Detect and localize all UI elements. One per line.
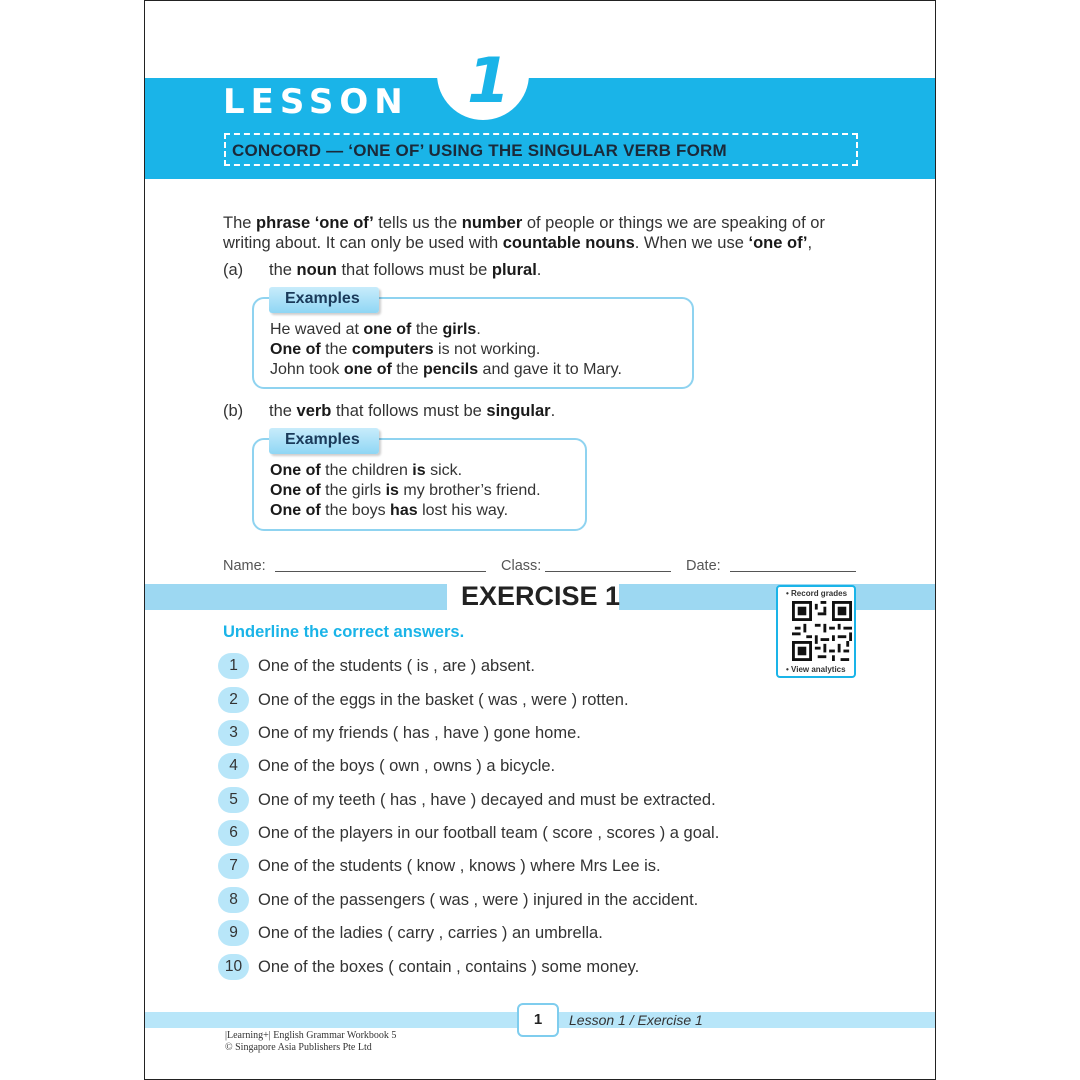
qr-code-icon[interactable] bbox=[792, 601, 852, 661]
example-line: John took one of the pencils and gave it to Mary. bbox=[270, 361, 622, 378]
qr-view-analytics: • View analytics bbox=[786, 665, 846, 674]
question-number: 4 bbox=[218, 753, 249, 779]
lesson-banner bbox=[145, 44, 935, 179]
intro-line-1: The phrase ‘one of’ tells us the number of people or things we are speaking of or bbox=[223, 214, 825, 232]
question-text[interactable]: One of the passengers ( was , were ) injured in the accident. bbox=[258, 891, 699, 909]
example-line: One of the computers is not working. bbox=[270, 341, 541, 358]
question-text[interactable]: One of my teeth ( has , have ) decayed and must be extracted. bbox=[258, 791, 716, 809]
date-label: Date: bbox=[686, 558, 721, 574]
example-line: One of the girls is my brother’s friend. bbox=[270, 482, 541, 499]
question-text[interactable]: One of the players in our football team ( score , scores ) a goal. bbox=[258, 824, 720, 842]
question-text[interactable]: One of the boys ( own , owns ) a bicycle. bbox=[258, 757, 556, 775]
lesson-title: LESSON bbox=[223, 82, 409, 122]
name-label: Name: bbox=[223, 558, 266, 574]
topic-title: CONCORD — ‘ONE OF’ USING THE SINGULAR VERB FORM bbox=[232, 141, 727, 160]
question-number: 2 bbox=[218, 687, 249, 713]
exercise-instruction: Underline the correct answers. bbox=[223, 623, 465, 641]
examples-tab-b: Examples bbox=[269, 428, 379, 454]
question-text[interactable]: One of the eggs in the basket ( was , were ) rotten. bbox=[258, 691, 629, 709]
question-text[interactable]: One of the ladies ( carry , carries ) an umbrella. bbox=[258, 924, 603, 942]
question-number: 9 bbox=[218, 920, 249, 946]
footer-lesson-ref: Lesson 1 / Exercise 1 bbox=[569, 1012, 703, 1028]
class-field[interactable] bbox=[545, 571, 671, 572]
question-text[interactable]: One of the students ( know , knows ) where Mrs Lee is. bbox=[258, 857, 661, 875]
question-number: 6 bbox=[218, 820, 249, 846]
rule-b-text: the verb that follows must be singular. bbox=[269, 402, 556, 420]
question-number: 3 bbox=[218, 720, 249, 746]
page-number: 1 bbox=[517, 1003, 559, 1037]
example-line: One of the boys has lost his way. bbox=[270, 502, 509, 519]
topic-box bbox=[224, 133, 858, 166]
question-text[interactable]: One of the boxes ( contain , contains ) some money. bbox=[258, 958, 640, 976]
lesson-number: 1 bbox=[467, 44, 511, 117]
date-field[interactable] bbox=[730, 571, 856, 572]
exercise-title: EXERCISE 1 bbox=[461, 581, 621, 611]
rule-a-label: (a) bbox=[223, 261, 244, 279]
question-number: 8 bbox=[218, 887, 249, 913]
question-text[interactable]: One of the students ( is , are ) absent. bbox=[258, 657, 535, 675]
question-text[interactable]: One of my friends ( has , have ) gone home. bbox=[258, 724, 581, 742]
qr-panel[interactable] bbox=[776, 585, 856, 678]
intro-line-2: writing about. It can only be used with countable nouns. When we use ‘one of’, bbox=[223, 234, 813, 252]
book-title: |Learning+| English Grammar Workbook 5 bbox=[225, 1030, 397, 1041]
question-number: 7 bbox=[218, 853, 249, 879]
examples-tab-a: Examples bbox=[269, 287, 379, 313]
qr-record-grades: • Record grades bbox=[786, 589, 848, 598]
class-label: Class: bbox=[501, 558, 542, 574]
question-number: 5 bbox=[218, 787, 249, 813]
question-number: 10 bbox=[218, 954, 249, 980]
example-line: One of the children is sick. bbox=[270, 462, 463, 479]
rule-b-label: (b) bbox=[223, 402, 244, 420]
copyright: © Singapore Asia Publishers Pte Ltd bbox=[225, 1042, 372, 1053]
rule-a-text: the noun that follows must be plural. bbox=[269, 261, 542, 279]
workbook-page bbox=[144, 0, 936, 1080]
example-line: He waved at one of the girls. bbox=[270, 321, 481, 338]
name-field[interactable] bbox=[275, 571, 486, 572]
question-number: 1 bbox=[218, 653, 249, 679]
